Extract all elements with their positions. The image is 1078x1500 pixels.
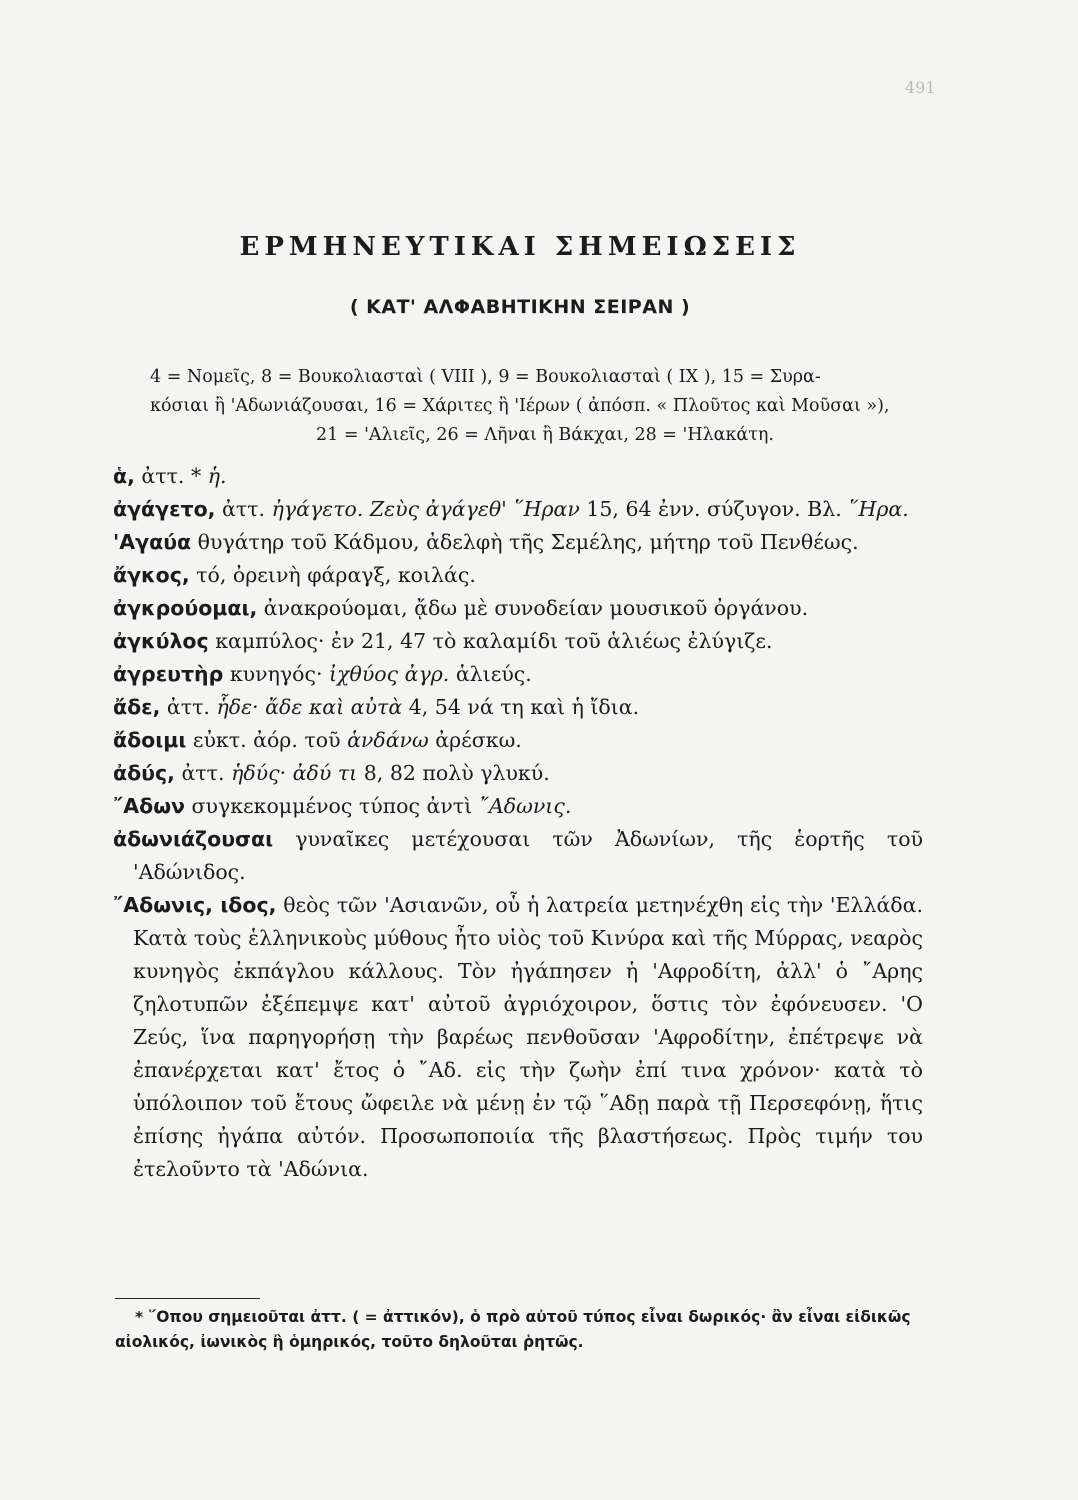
entry-text: 8, 82 πολὺ γλυκύ.	[363, 761, 550, 785]
glossary-entries	[113, 460, 923, 1186]
entry-text: ἀττ.	[181, 761, 225, 785]
entry-text: θεὸς τῶν 'Ασιανῶν, οὗ ἡ λατρεία μετηνέχθη εἰς τὴν 'Ελλάδα. Κατὰ τοὺς ἑλληνικοὺς μύθους ἦτο υἱὸς τοῦ Κινύρα καὶ τῆς Μύρρας, νεαρὸς κυνηγὸς ἐκπάγλου κάλλους. Τὸν ἠγάπησεν ἡ 'Αφροδίτη, ἀλλ' ὁ ῎Αρης ζηλοτυπῶν ἐξέπεμψε κατ' αὐτοῦ ἀγριόχοιρον, ὅστις τὸν ἐφόνευσεν. 'Ο Ζεύς, ἵνα παρηγορήσῃ τὴν βαρέως πενθοῦσαν 'Αφροδίτην, ἐπέτρεψε νὰ ἐπανέρχεται κατ' ἔτος ὁ ῎Αδ. εἰς τὴν ζωὴν ἐπί τινα χρόνον· κατὰ τὸ ὑπόλοιπον τοῦ ἔτους ὤφειλε νὰ μένῃ ἐν τῷ ῞Αδῃ παρὰ τῇ Περσεφόνῃ, ἥτις ἐπίσης ἠγάπα αὐτόν. Προσωποποιία τῆς βλαστήσεως. Πρὸς τιμήν του ἐτελοῦντο τὰ 'Αδώνια.	[133, 893, 923, 1181]
glossary-entry	[113, 757, 923, 790]
glossary-entry	[113, 526, 923, 559]
entry-text: κυνηγός·	[229, 662, 323, 686]
entry-text: συγκεκομμένος τύπος ἀντὶ	[191, 794, 473, 818]
entry-text: ἀρέσκω.	[435, 728, 522, 752]
entry-text: ἀττ.	[222, 497, 266, 521]
glossary-entry	[113, 823, 923, 889]
page-number: 491	[905, 78, 936, 97]
footnote-text: * ῞Οπου σημειοῦται ἀττ. ( = ἀττικόν), ὁ πρὸ αὐτοῦ τύπος εἶναι δωρικός· ἂν εἶναι εἰδικῶς αἰολικός, ἰωνικὸς ἢ ὁμηρικός, τοῦτο δηλοῦται ῥητῶς.	[115, 1308, 911, 1351]
entry-text: γυναῖκες μετέχουσαι τῶν Ἀδωνίων, τῆς ἑορτῆς τοῦ 'Αδώνιδος.	[133, 827, 923, 884]
entry-headword: ἄδε,	[113, 695, 161, 719]
entry-headword: ἀγρευτὴρ	[113, 662, 224, 686]
glossary-entry	[113, 493, 923, 526]
glossary-entry	[113, 790, 923, 823]
entry-headword: ἀγάγετο,	[113, 497, 216, 521]
entry-text: θυγάτηρ τοῦ Κάδμου, ἀδελφὴ τῆς Σεμέλης, μήτηρ τοῦ Πενθέως.	[197, 530, 859, 554]
glossary-entry	[113, 724, 923, 757]
entry-headword: ἄγκος,	[113, 563, 190, 587]
entry-text: ἀττ.	[166, 695, 210, 719]
page-title: ΕΡΜΗΝΕΥΤΙΚΑΙ ΣΗΜΕΙΩΣΕΙΣ	[239, 232, 801, 262]
entry-italic: ῞Ηρα.	[848, 497, 909, 521]
entry-italic: * ἡ.	[190, 464, 227, 488]
entry-headword: ῎Αδων	[113, 794, 185, 818]
entry-headword: ἄδοιμι	[113, 728, 187, 752]
entry-text: εὐκτ. ἀόρ. τοῦ	[192, 728, 341, 752]
entry-headword: ἀδωνιάζουσαι	[113, 827, 274, 851]
key-line: 4 = Νομεῖς, 8 = Βουκολιασταὶ ( VIII ), 9 = Βουκολιασταὶ ( IX ), 15 = Συρα-	[150, 367, 821, 387]
glossary-entry	[113, 691, 923, 724]
entry-text: ἀνακρούομαι, ᾄδω μὲ συνοδείαν μουσικοῦ ὀργάνου.	[263, 596, 809, 620]
entry-text: τό, ὀρεινὴ φάραγξ, κοιλάς.	[196, 563, 476, 587]
entry-text: 4, 54 νά τη καὶ ἡ ἴδια.	[408, 695, 640, 719]
glossary-entry	[113, 460, 923, 493]
entry-text: ἁλιεύς.	[455, 662, 532, 686]
footnote	[115, 1305, 925, 1355]
entry-italic: ἰχθύος ἀγρ.	[329, 662, 450, 686]
glossary-entry	[113, 889, 923, 1186]
entry-italic: ἁνδάνω	[347, 728, 429, 752]
entry-text: 15, 64 ἐνν. σύζυγον. Βλ.	[586, 497, 842, 521]
entry-headword: ἁ,	[113, 464, 135, 488]
entry-headword: 'Αγαύα	[113, 530, 192, 554]
footnote-divider	[115, 1298, 260, 1299]
glossary-entry	[113, 559, 923, 592]
entry-text: ἀττ.	[141, 464, 185, 488]
entry-headword: ἀδύς,	[113, 761, 175, 785]
glossary-entry	[113, 592, 923, 625]
entry-text: καμπύλος· ἐν 21, 47 τὸ καλαμίδι τοῦ ἁλιέως ἐλύγιζε.	[215, 629, 773, 653]
key-line: κόσιαι ἢ 'Αδωνιάζουσαι, 16 = Χάριτες ἢ 'Ιέρων ( ἀπόσπ. « Πλοῦτος καὶ Μοῦσαι »),	[150, 396, 890, 416]
glossary-entry	[113, 625, 923, 658]
entry-italic: ῎Αδωνις.	[478, 794, 572, 818]
page-subtitle: ( ΚΑΤ' ΑΛΦΑΒΗΤΙΚΗΝ ΣΕΙΡΑΝ )	[349, 296, 691, 318]
entry-italic: ἧδε· ἄδε καὶ αὐτὰ	[216, 695, 403, 719]
key-line: 21 = 'Αλιεῖς, 26 = Λῆναι ἢ Βάκχαι, 28 = 'Ηλακάτη.	[316, 425, 774, 445]
entry-italic: ἡδύς· ἀδύ τι	[231, 761, 358, 785]
abbreviation-key	[150, 363, 920, 450]
entry-headword: ἀγκύλος	[113, 629, 209, 653]
entry-headword: ῎Αδωνις, ιδος,	[113, 893, 277, 917]
entry-headword: ἀγκρούομαι,	[113, 596, 258, 620]
glossary-entry	[113, 658, 923, 691]
entry-italic: ἠγάγετο. Ζεὺς ἀγάγεθ' ῞Ηραν	[271, 497, 580, 521]
